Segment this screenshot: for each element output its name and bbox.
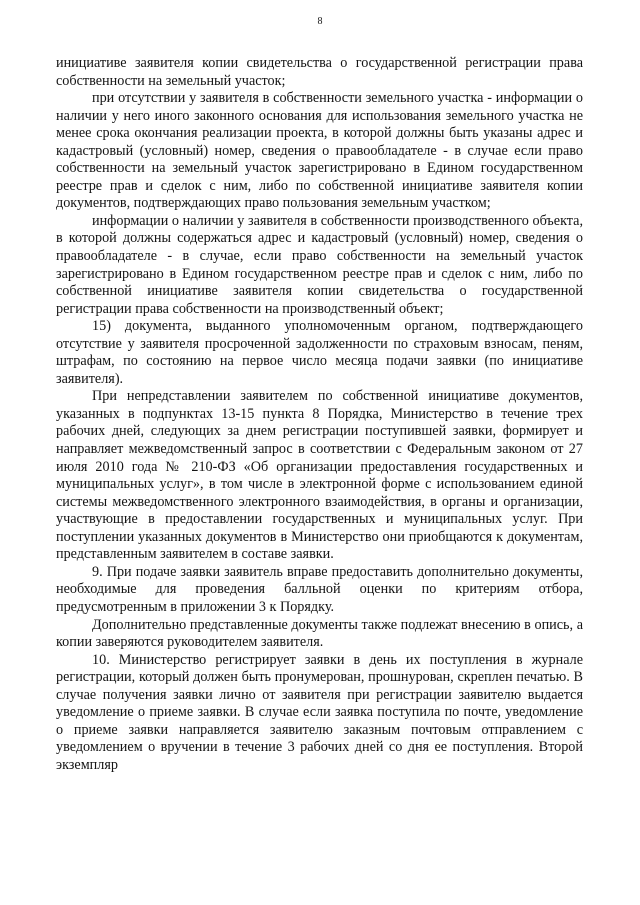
paragraph-item-15: 15) документа, выданного уполномоченным органом, подтверждающего отсутствие у заявителя просроченной задолженности по страховым взносам, пеням, штрафам, по состоянию на первое число месяца подачи заявки (по инициативе заявителя).	[56, 318, 583, 387]
paragraph-item-10: 10. Министерство регистрирует заявки в день их поступления в журнале регистрации, который должен быть пронумерован, прошнурован, скреплен печатью. В случае получения заявки лично от заявителя при регистрации заявителю выдается уведомление о приеме заявки. В случае если заявка поступила по почте, уведомление о приеме заявки направляется заявителю заказным почтовым отправлением с уведомлением о вручении в течение 3 рабочих дней со дня ее поступления. Второй экземпляр	[56, 651, 583, 773]
page-number: 8	[317, 16, 323, 27]
paragraph-production-facility-info: информации о наличии у заявителя в собственности производственного объекта, в которой должны содержаться адрес и кадастровый (условный) номер, сведения о правообладателе - в случае, если право собственности на земельный участок зарегистрировано в Едином государственном реестре прав и сделок с ним, либо по собственной инициативе заявителя копии свидетельства о государственной регистрации права собственности на производственный объект;	[56, 212, 583, 317]
paragraph-land-plot-info: при отсутствии у заявителя в собственности земельного участка - информации о наличии у него иного законного основания для использования земельного участка не менее срока окончания реализации проекта, в которой должны быть указаны адрес и кадастровый (условный) номер, сведения о правообладателе - в случае если право собственности на земельный участок зарегистрировано в Едином государственном реестре прав и сделок с ним, либо по собственной инициативе заявителя копии документов, подтверждающих право пользования земельным участком;	[56, 90, 583, 212]
paragraph-item-9: 9. При подаче заявки заявитель вправе предоставить дополнительно документы, необходимые для проведения балльной оценки по критериям отбора, предусмотренным в приложении 3 к Порядку.	[56, 563, 583, 615]
paragraph-interagency-request: При непредставлении заявителем по собственной инициативе документов, указанных в подпунктах 13-15 пункта 8 Порядка, Министерство в течение трех рабочих дней, следующих за днем регистрации поступившей заявки, формирует и направляет межведомственный запрос в соответствии с Федеральным законом от 27 июля 2010 года № 210-ФЗ «Об организации предоставления государственных и муниципальных услуг», в том числе в электронной форме с использованием единой системы межведомственного электронного взаимодействия, в органы и организации, участвующие в предоставлении государственных и муниципальных услуг. При поступлении указанных документов в Министерство они приобщаются к документам, представленным заявителем в составе заявки.	[56, 388, 583, 563]
document-body	[56, 55, 583, 774]
paragraph-continuation: инициативе заявителя копии свидетельства о государственной регистрации права собственности на земельный участок;	[56, 55, 583, 89]
paragraph-additional-documents: Дополнительно представленные документы также подлежат внесению в опись, а копии заверяются руководителем заявителя.	[56, 616, 583, 651]
